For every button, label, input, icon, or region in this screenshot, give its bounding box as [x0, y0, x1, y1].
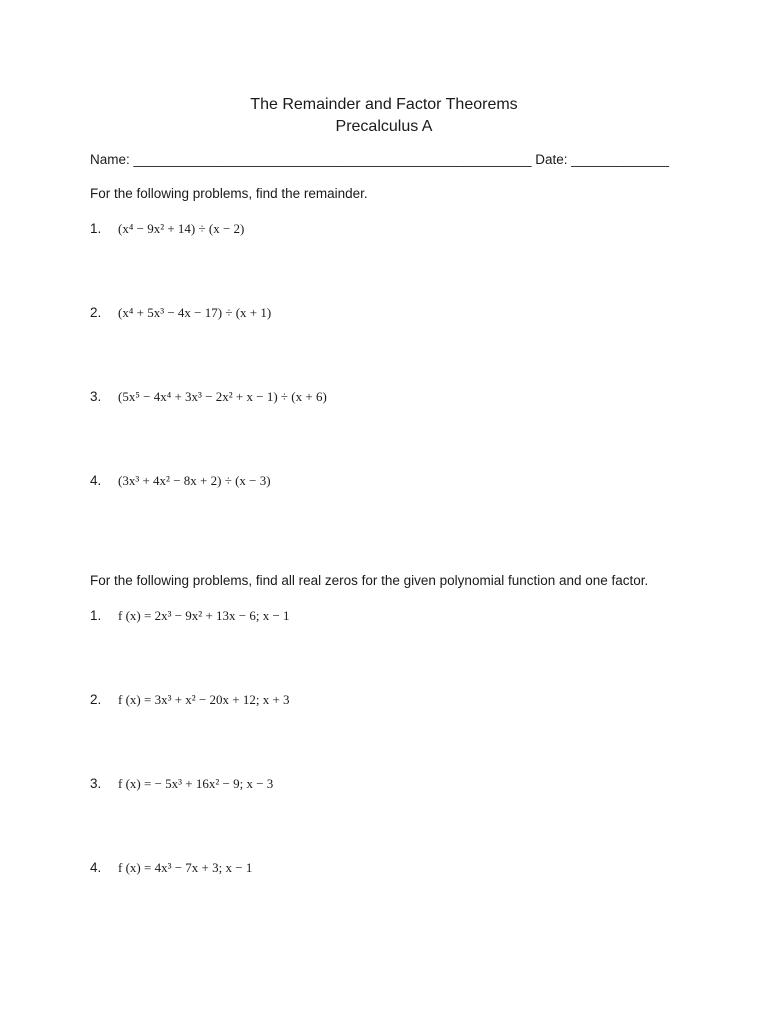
date-label: Date:	[535, 152, 568, 167]
problem-number: 3.	[90, 776, 102, 791]
section2-problem-3	[90, 776, 273, 792]
problem-expression: (x⁴ + 5x³ − 4x − 17) ÷ (x + 1)	[118, 305, 272, 320]
section1-instructions: For the following problems, find the remainder.	[90, 186, 368, 201]
page-title: The Remainder and Factor Theorems	[250, 96, 518, 113]
section2-problem-1	[90, 608, 290, 624]
problem-expression: (x⁴ − 9x² + 14) ÷ (x − 2)	[118, 221, 245, 236]
name-date-line	[90, 152, 669, 167]
section2-problem-4	[90, 860, 252, 876]
problem-number: 3.	[90, 389, 102, 404]
problem-expression: f (x) = 2x³ − 9x² + 13x − 6; x − 1	[118, 608, 290, 623]
name-label: Name:	[90, 152, 130, 167]
problem-number: 1.	[90, 221, 102, 236]
title-block	[0, 94, 768, 138]
problem-number: 4.	[90, 473, 102, 488]
problem-number: 2.	[90, 692, 102, 707]
section1-problem-3	[90, 389, 327, 405]
name-blank[interactable]: _____________________________________________________	[133, 152, 532, 167]
problem-number: 1.	[90, 608, 102, 623]
problem-expression: f (x) = 3x³ + x² − 20x + 12; x + 3	[118, 692, 290, 707]
section2-instructions: For the following problems, find all real zeros for the given polynomial function and one factor.	[90, 573, 649, 588]
problem-number: 2.	[90, 305, 102, 320]
problem-expression: f (x) = 4x³ − 7x + 3; x − 1	[118, 860, 253, 875]
section1-problem-1	[90, 221, 244, 237]
problem-expression: (3x³ + 4x² − 8x + 2) ÷ (x − 3)	[118, 473, 271, 488]
date-blank[interactable]: _____________	[571, 152, 669, 167]
section1-problem-2	[90, 305, 271, 321]
page-subtitle: Precalculus A	[335, 118, 433, 135]
problem-expression: (5x⁵ − 4x⁴ + 3x³ − 2x² + x − 1) ÷ (x + 6)	[118, 389, 327, 404]
problem-number: 4.	[90, 860, 102, 875]
section2-problem-2	[90, 692, 290, 708]
section1-problem-4	[90, 473, 271, 489]
problem-expression: f (x) = − 5x³ + 16x² − 9; x − 3	[118, 776, 274, 791]
